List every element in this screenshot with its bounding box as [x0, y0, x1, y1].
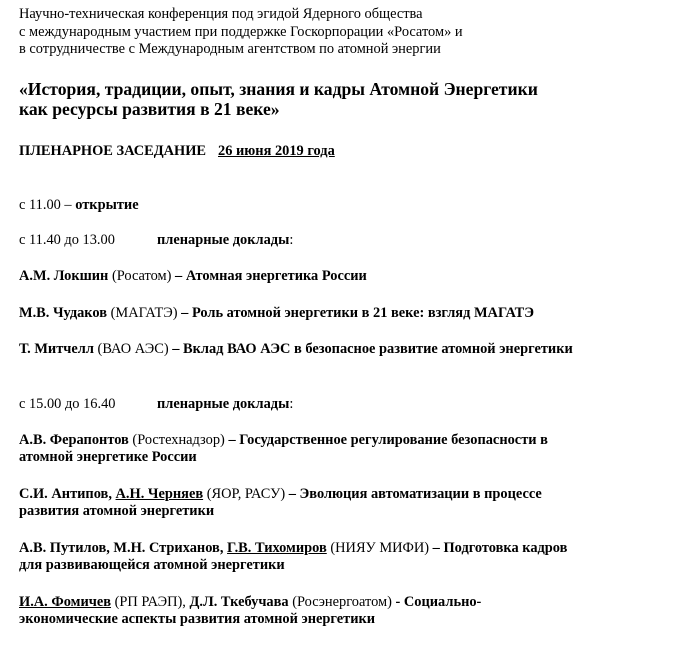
talk-ferapontov-line-2: атомной энергетике России [19, 449, 197, 465]
talk-org: (Росатом) [108, 268, 176, 284]
talk-speaker: А.В. Ферапонтов [19, 432, 129, 448]
plenary-heading [19, 143, 335, 160]
talk-speaker: Т. Митчелл [19, 341, 94, 357]
plenary-date: 26 июня 2019 года [218, 143, 335, 159]
intro-line-3: в сотрудничестве с Международным агентством по атомной энергии [19, 41, 441, 57]
talk-title: – Подготовка кадров [432, 540, 568, 556]
opening-time: с 11.00 – [19, 197, 76, 213]
session1-colon: : [289, 232, 294, 248]
session2-header [19, 396, 293, 413]
talk-title: – Эволюция автоматизации в процессе [288, 486, 542, 502]
talk-ferapontov-line-1 [19, 432, 548, 449]
talk-speaker: А.М. Локшин [19, 268, 109, 284]
session2-colon: : [289, 396, 294, 412]
talk-org: (РП РАЭП), [111, 594, 190, 610]
talk-org: (Ростехнадзор) [128, 432, 229, 448]
talk-putilov-line-2: для развивающейся атомной энергетики [19, 557, 285, 573]
talk-org: (ВАО АЭС) [93, 341, 173, 357]
talk-speaker-presenter: И.А. Фомичев [19, 594, 112, 610]
talk-putilov-line-1 [19, 540, 567, 557]
talk-org: (МАГАТЭ) [107, 305, 182, 321]
talk-speaker: Д.Л. Ткебучава [189, 594, 289, 610]
intro-line-2: с международным участием при поддержке Госкорпорации «Росатом» и [19, 24, 463, 40]
talk-mitchell [19, 341, 573, 358]
session2-label: пленарные доклады [157, 396, 290, 412]
talk-speaker: А.В. Путилов, М.Н. Стриханов, [19, 540, 228, 556]
session1-time: с 11.40 до 13.00 [19, 232, 115, 248]
talk-fomichev-line-1 [19, 594, 481, 611]
talk-title: – Атомная энергетика России [175, 268, 367, 284]
talk-org: (ЯОР, РАСУ) [203, 486, 289, 502]
talk-speaker: С.И. Антипов, [19, 486, 116, 502]
talk-antipov-line-1 [19, 486, 542, 503]
session2-time: с 15.00 до 16.40 [19, 396, 116, 412]
talk-title: - Социально- [395, 594, 482, 610]
talk-antipov-line-2: развития атомной энергетики [19, 503, 215, 519]
talk-lokshin [19, 268, 367, 285]
conference-title-line-2: как ресурсы развития в 21 веке» [19, 99, 280, 119]
session1-header [19, 232, 293, 249]
talk-speaker-presenter: Г.В. Тихомиров [227, 540, 327, 556]
talk-fomichev-line-2: экономические аспекты развития атомной энергетики [19, 611, 376, 627]
talk-title: – Роль атомной энергетики в 21 веке: взгляд МАГАТЭ [181, 305, 535, 321]
opening-line [19, 197, 139, 214]
conference-title-line-1: «История, традиции, опыт, знания и кадры Атомной Энергетики [19, 79, 538, 99]
talk-chudakov [19, 305, 534, 322]
talk-speaker: М.В. Чудаков [19, 305, 108, 321]
opening-label: открытие [75, 197, 139, 213]
talk-speaker-presenter: А.Н. Черняев [115, 486, 204, 502]
talk-title: – Государственное регулирование безопасности в [228, 432, 548, 448]
session1-label: пленарные доклады [157, 232, 290, 248]
intro-line-1: Научно-техническая конференция под эгидой Ядерного общества [19, 6, 423, 22]
talk-org: (НИЯУ МИФИ) [326, 540, 433, 556]
talk-org: (Росэнергоатом) [288, 594, 396, 610]
talk-title: – Вклад ВАО АЭС в безопасное развитие атомной энергетики [172, 341, 573, 357]
plenary-label: ПЛЕНАРНОЕ ЗАСЕДАНИЕ [19, 143, 207, 159]
